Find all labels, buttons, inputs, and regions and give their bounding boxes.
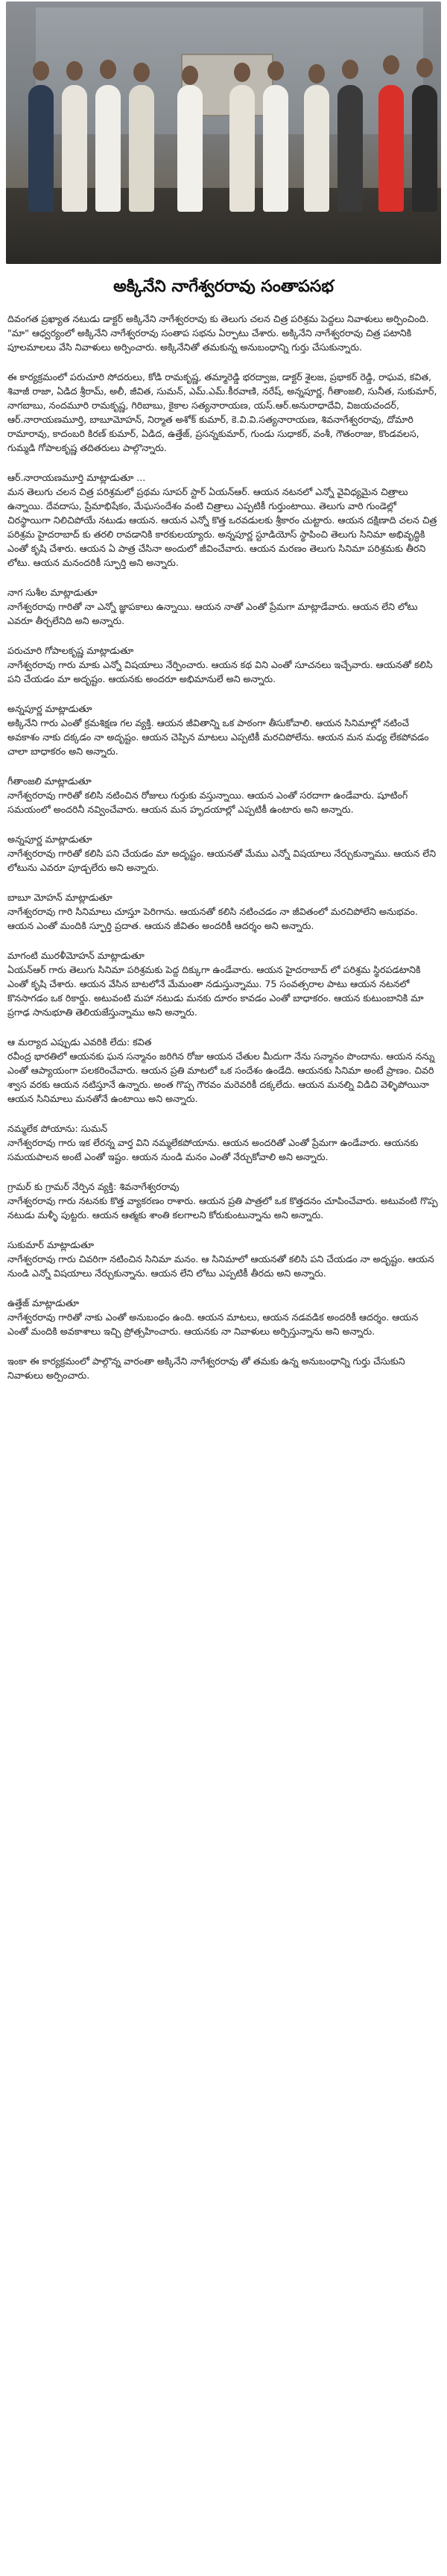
- photo-person-head: [308, 64, 325, 84]
- paragraph-text: నాగేశ్వరరావు గారితో కలిసి నటించిన రోజులు గుర్తుకు వస్తున్నాయి. ఆయన ఎంతో సరదాగా ఉండేవారు. షూటింగ్ సమయంలో అందరినీ నవ్వించేవారు. ఆయన మన హృదయాల్లో ఎప్పటికీ ఉంటారు అని అన్నారు.: [7, 790, 408, 815]
- speaker-heading: గ్రామర్ కు గ్రామర్ నేర్పిన వ్యక్తి: శివనాగేశ్వరరావు: [7, 1181, 180, 1192]
- speaker-heading: సుకుమార్ మాట్లాడుతూ: [7, 1239, 94, 1250]
- article-paragraph: [7, 312, 438, 354]
- article-body: [7, 312, 438, 1398]
- speaker-heading: గీతాంజలి మాట్లాడుతూ: [7, 775, 92, 787]
- speaker-heading: అన్నపూర్ణ మాట్లాడుతూ: [7, 703, 92, 714]
- paragraph-text: దివంగత ప్రఖ్యాత నటుడు డాక్టర్ అక్కినేని నాగేశ్వరరావు కు తెలుగు చలన చిత్ర పరిశ్రమ పెద్దలు నివాళులు అర్పించింది. "మా" ఆధ్వర్యంలో అక్కినేని నాగేశ్వరరావు సంతాప సభను ఏర్పాటు చేశారు. అక్కినేని నాగేశ్వరరావు చిత్ర పటానికి పూలమాలలు వేసి నివాళులు అర్పించారు. అక్కినేనితో తమకున్న అనుబంధాన్ని గుర్తు చేసుకున్నారు.: [7, 313, 429, 353]
- photo-person-head: [100, 60, 116, 79]
- photo-person-head: [182, 66, 198, 85]
- article-paragraph: [7, 643, 438, 686]
- speaker-heading: నమ్మలేక పోయాను: సుమన్: [7, 1123, 108, 1134]
- article-paragraph: [7, 370, 438, 455]
- photo-person-head: [267, 61, 284, 81]
- paragraph-text: అక్కినేని గారు ఎంతో క్రమశిక్షణ గల వ్యక్తి. ఆయన జీవితాన్ని ఒక పాఠంగా తీసుకోవాలి. ఆయన సినిమాల్లో నటించే అవకాశం నాకు దక్కడం నా అదృష్టం. ఆయన చెప్పిన మాటలు ఎప్పటికీ మరచిపోలేను. ఆయన మన మధ్య లేకపోవడం చాలా బాధాకరం అని అన్నారు.: [7, 717, 429, 757]
- photo-person: [62, 85, 87, 212]
- paragraph-text: ఇంకా ఈ కార్యక్రమంలో పాల్గొన్న వారంతా అక్కినేని నాగేశ్వరరావు తో తమకు ఉన్న అనుబంధాన్ని గుర్తు చేసుకుని నివాళులు అర్పించారు.: [7, 1355, 405, 1381]
- photo-person: [28, 85, 54, 212]
- paragraph-text: నాగేశ్వరరావు గారి సినిమాలు చూస్తూ పెరిగాను. ఆయనతో కలిసి నటించడం నా జీవితంలో మరచిపోలేని అనుభవం. ఆయన ఎంతో మందికి స్ఫూర్తి ప్రదాత. ఆయన జీవితం అందరికీ ఆదర్శం అని అన్నారు.: [7, 906, 418, 931]
- photo-person-head: [234, 63, 250, 82]
- photo-person-head: [416, 58, 433, 78]
- photo-person-head: [133, 63, 150, 82]
- photo-person: [412, 85, 437, 212]
- photo-person: [263, 85, 288, 212]
- paragraph-text: నాగేశ్వరరావు గారితో నాకు ఎంతో అనుబంధం ఉంది. ఆయన మాటలు, ఆయన నడవడిక అందరికీ ఆదర్శం. ఆయన ఎంతో మందికి అవకాశాలు ఇచ్చి ప్రోత్సహించారు. ఆయనకు నా నివాళులు అర్పిస్తున్నాను అని అన్నారు.: [7, 1311, 419, 1337]
- article-paragraph: [7, 470, 438, 570]
- article-paragraph: [7, 702, 438, 758]
- article-paragraph: [7, 1354, 438, 1382]
- speaker-heading: పరుచూరి గోపాలకృష్ణ మాట్లాడుతూ: [7, 645, 134, 656]
- paragraph-text: నాగేశ్వరరావు గారు మాకు ఎన్నో విషయాలు నేర్పించారు. ఆయన కథ విని ఎంతో సూచనలు ఇచ్చేవారు. ఆయనతో కలిసి పని చేయడం మా అదృష్టం. ఆయనకు అందరూ అభిమానులే అని అన్నారు.: [7, 659, 433, 684]
- paragraph-text: ఈ కార్యక్రమంలో పరుచూరి సోదరులు, కోడి రామకృష్ణ, తమ్మారెడ్డి భరద్వాజ, డాక్టర్ శైలజ, ప్రభాకర్ రెడ్డి, రాఘవ, కవిత, శివాజీ రాజా, ఏడిద శ్రీరామ్, అలీ, జీవిత, సుమన్, ఎమ్.ఎమ్.కీరవాణి, నరేష్, అన్నపూర్ణ, గీతాంజలి, సునీత, సుకుమార్, నాగబాబు, నందమూరి రామకృష్ణ, గిరిబాబు, కైకాల సత్యనారాయణ, యస్.ఆర్.అనురాధాదేవి, విజయచందర్, ఆర్.నారాయణమూర్తి, బాబూమోహన్, నిర్మాత అశోక్ కుమార్, కె.వి.వి.సత్యనారాయణ, శివనాగేశ్వరరావు, దోమారి రామారావు, కాదంబరి కిరణ్ కుమార్, ఏడిద, ఉత్తేజ్, ప్రసన్నకుమార్, గుండు సుధాకర్, వంశీ, గౌతంరాజు, కొండవలస, గుమ్మడి గోపాలకృష్ణ తదితరులు పాల్గొన్నారు.: [7, 371, 437, 453]
- article-paragraph: [7, 890, 438, 933]
- photo-person-head: [66, 61, 83, 81]
- paragraph-text: నాగేశ్వరరావు గారు ఇక లేరన్న వార్త విని నమ్మలేకపోయాను. ఆయన అందరితో ఎంతో ప్రేమగా ఉండేవారు. ఆయనకు సమయపాలన అంటే ఎంతో ఇష్టం. ఆయన నుండి మనం ఎంతో నేర్చుకోవాలి అని అన్నారు.: [7, 1137, 419, 1162]
- event-photo: [6, 1, 441, 264]
- photo-person: [229, 85, 255, 212]
- article-paragraph: [7, 832, 438, 875]
- speaker-heading: అన్నపూర్ణ మాట్లాడుతూ: [7, 834, 92, 845]
- article-paragraph: [7, 948, 438, 1019]
- paragraph-text: నాగేశ్వరరావు గారు నటనకు కొత్త వ్యాకరణం రాశారు. ఆయన ప్రతి పాత్రలో ఒక కొత్తదనం చూపించేవారు. అటువంటి గొప్ప నటుడు మళ్ళీ పుట్టరు. ఆయన ఆత్మకు శాంతి కలగాలని కోరుకుంటున్నాను అని అన్నారు.: [7, 1195, 438, 1221]
- photo-person-head: [33, 61, 49, 81]
- paragraph-text: నాగేశ్వరరావు గారు చివరిగా నటించిన సినిమా మనం. ఆ సినిమాలో ఆయనతో కలిసి పని చేయడం నా అదృష్టం. ఆయన నుండి ఎన్నో విషయాలు నేర్చుకున్నాను. ఆయన లేని లోటు ఎప్పటికీ తీరదు అని అన్నారు.: [7, 1253, 434, 1279]
- photo-person-head: [383, 55, 399, 75]
- page-title: అక్కినేని నాగేశ్వరరావు సంతాపసభ: [113, 277, 334, 296]
- article-paragraph: [7, 774, 438, 816]
- speaker-heading: మాగంటి మురళీమోహన్ మాట్లాడుతూ: [7, 950, 145, 961]
- article-paragraph: [7, 1296, 438, 1338]
- paragraph-text: నాగేశ్వరరావు గారితో కలిసి పని చేయడం మా అదృష్టం. ఆయనతో మేము ఎన్నో విషయాలు నేర్చుకున్నాము. ఆయన లేని లోటును ఎవరూ పూడ్చలేరు అని అన్నారు.: [7, 848, 437, 873]
- speaker-heading: ఆ మర్యాద ఎప్పుడు ఎవరికి లేదు: కవిత: [7, 1036, 152, 1048]
- paragraph-text: ఏయన్ఆర్ గారు తెలుగు సినిమా పరిశ్రమకు పెద్ద దిక్కుగా ఉండేవారు. ఆయన హైదరాబాద్ లో పరిశ్రమ స్థిరపడటానికి ఎంతో కృషి చేశారు. ఆయన వేసిన బాటలోనే మేమంతా నడుస్తున్నాము. 75 సంవత్సరాల పాటు ఆయన నటనలో కొనసాగడం ఒక రికార్డు. అటువంటి మహా నటుడు మనకు దూరం కావడం ఎంతో బాధాకరం. ఆయన కుటుంబానికి మా ప్రగాఢ సానుభూతి తెలియజేస్తున్నాము అని అన్నారు.: [7, 964, 424, 1018]
- photo-person: [95, 85, 121, 212]
- paragraph-text: నాగేశ్వరరావు గారితో నా ఎన్నో జ్ఞాపకాలు ఉన్నాయి. ఆయన నాతో ఎంతో ప్రేమగా మాట్లాడేవారు. ఆయన లేని లోటు ఎవరూ తీర్చలేనిది అని అన్నారు.: [7, 601, 418, 626]
- speaker-heading: ఆర్.నారాయణమూర్తి మాట్లాడుతూ ...: [7, 472, 146, 483]
- photo-person: [337, 85, 363, 212]
- speaker-heading: నాగ సుశీల మాట్లాడుతూ: [7, 587, 98, 598]
- article-paragraph: [7, 1121, 438, 1164]
- speaker-heading: ఉత్తేజ్ మాట్లాడుతూ: [7, 1297, 80, 1309]
- photo-person-head: [342, 60, 358, 79]
- paragraph-text: రవీంద్ర భారతిలో ఆయనకు ఘన సన్మానం జరిగిన రోజు ఆయన చేతుల మీదుగా నేను సన్మానం పొందాను. ఆయన నన్ను ఎంతో ఆప్యాయంగా పలకరించేవారు. ఆయన ప్రతి మాటలో ఒక సందేశం ఉండేది. ఆయనకు సినిమా అంటే ప్రాణం. చివరి శ్వాస వరకు ఆయన నటిస్తూనే ఉన్నారు. అంత గొప్ప గౌరవం మరెవరికీ దక్కలేదు. ఆయన మనల్ని విడిచి వెళ్ళిపోయినా ఆయన సినిమాలు మనతోనే ఉంటాయి అని అన్నారు.: [7, 1051, 435, 1104]
- article-paragraph: [7, 585, 438, 628]
- speaker-heading: బాబూ మోహన్ మాట్లాడుతూ: [7, 892, 112, 903]
- article-paragraph: [7, 1238, 438, 1280]
- article-paragraph: [7, 1035, 438, 1106]
- photo-person: [304, 85, 329, 212]
- paragraph-text: మన తెలుగు చలన చిత్ర పరిశ్రమలో ప్రథమ సూపర్ స్టార్ ఏయన్ఆర్. ఆయన నటనలో ఎన్నో వైవిధ్యమైన చిత్రాలు ఉన్నాయి. దేవదాసు, ప్రేమాభిషేకం, మేఘసందేశం వంటి చిత్రాలు ఎప్పటికీ గుర్తుంటాయి. తెలుగు వారి గుండెల్లో చిరస్థాయిగా నిలిచిపోయే నటుడు ఆయన. ఆయన ఎన్నో కొత్త ఒరవడులకు శ్రీకారం చుట్టారు. ఆయన దక్షిణాది చలన చిత్ర పరిశ్రమ హైదరాబాద్ కు తరలి రావడానికి కారకులయ్యారు. అన్నపూర్ణ స్టూడియోస్ స్థాపించి తెలుగు సినిమా అభివృద్ధికి ఎంతో కృషి చేశారు. ఆయన ఏ పాత్ర చేసినా అందులో జీవించేవారు. ఆయన మరణం తెలుగు సినిమా పరిశ్రమకు తీరని లోటు. ఆయన మనందరికీ స్ఫూర్తి అని అన్నారు.: [7, 486, 437, 568]
- photo-person: [129, 85, 154, 212]
- photo-person: [378, 85, 404, 212]
- article-paragraph: [7, 1180, 438, 1222]
- photo-person: [177, 85, 203, 212]
